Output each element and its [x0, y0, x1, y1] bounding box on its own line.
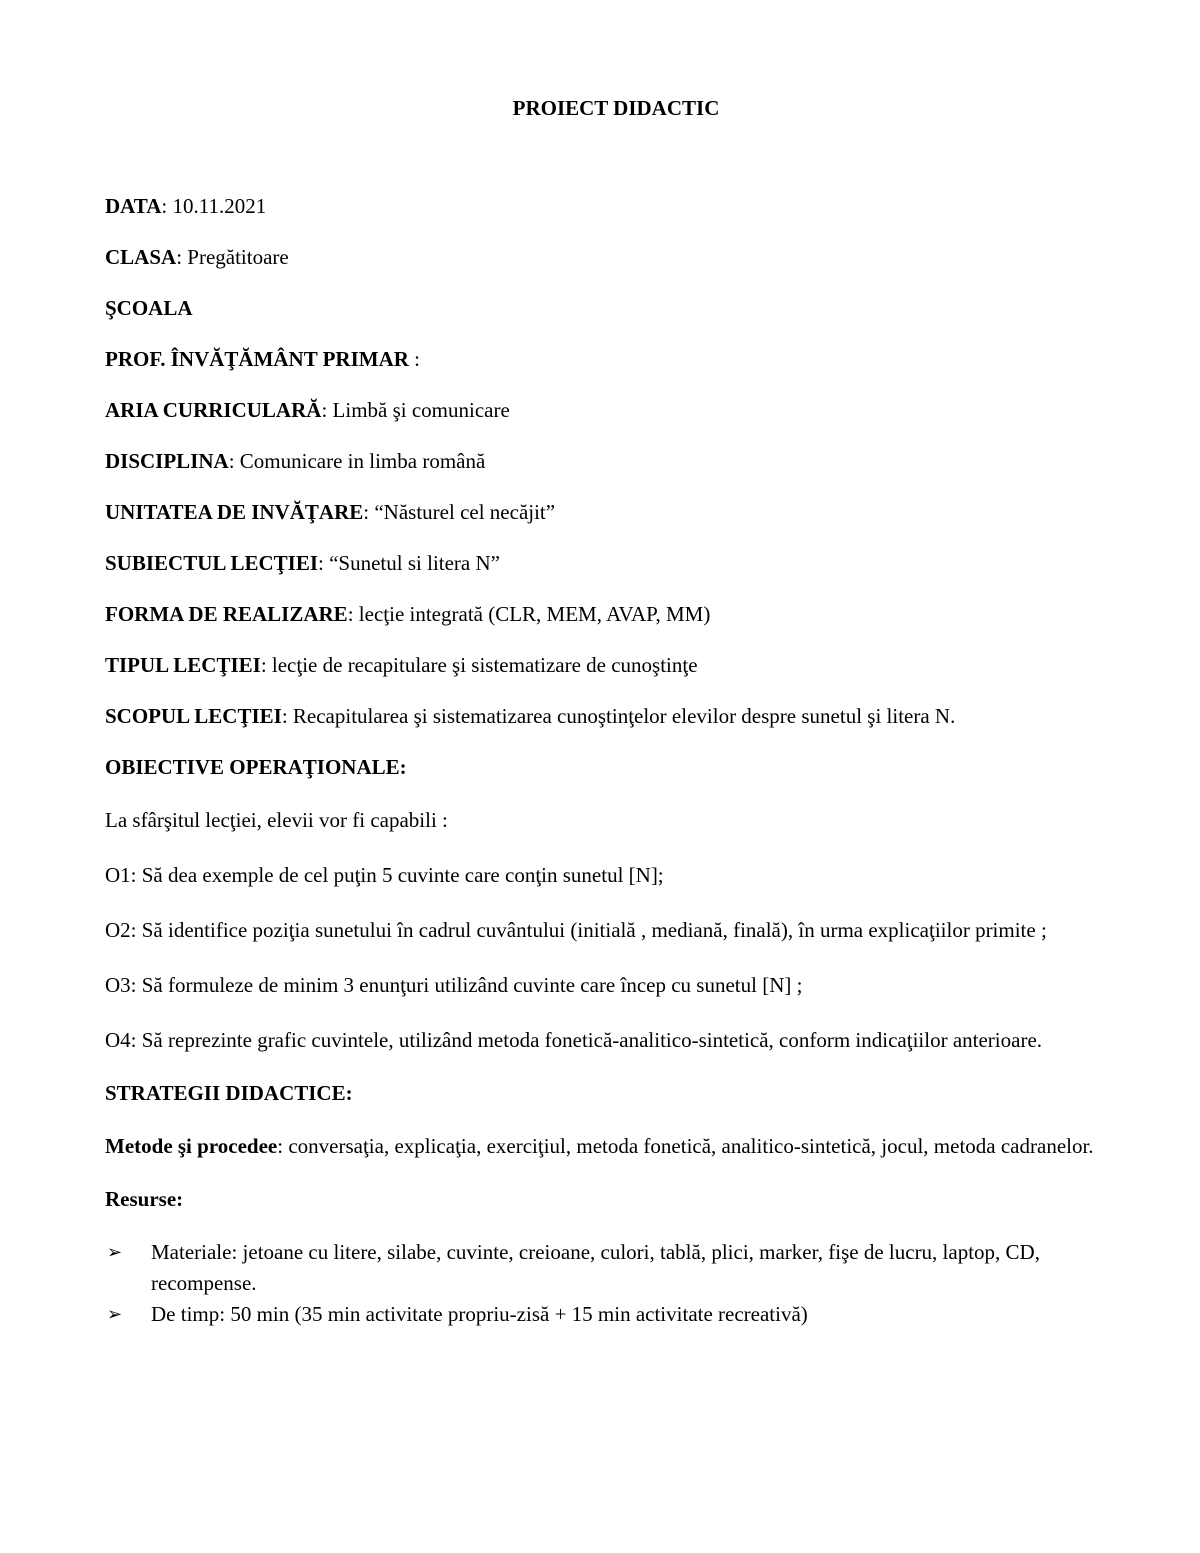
strategies-heading: STRATEGII DIDACTICE:: [105, 1081, 353, 1105]
resources-heading: Resurse:: [105, 1187, 184, 1211]
field-unitatea: [105, 499, 1105, 526]
field-prof: [105, 346, 1105, 373]
field-label: SCOPUL LECŢIEI: [105, 704, 282, 728]
field-separator: :: [347, 602, 359, 626]
methods-paragraph: [105, 1131, 1105, 1162]
arrow-bullet-icon: ➢: [107, 1304, 123, 1325]
field-value: Pregătitoare: [187, 245, 289, 269]
field-value: Recapitularea şi sistematizarea cunoştinţelor elevilor despre sunetul şi litera N.: [292, 704, 956, 728]
field-label: PROF. ÎNVĂŢĂMÂNT PRIMAR: [105, 347, 409, 371]
methods-value: conversaţia, explicaţia, exerciţiul, metoda fonetică, analitico-sintetică, jocul, metoda cadranelor.: [288, 1134, 1094, 1158]
field-tipul: [105, 652, 1105, 679]
objective-o1: O1: Să dea exemple de cel puţin 5 cuvinte care conţin sunetul [N];: [105, 863, 664, 887]
document-title: PROIECT DIDACTIC: [512, 96, 720, 120]
field-separator: :: [321, 398, 333, 422]
field-separator: :: [176, 245, 188, 269]
field-forma: [105, 601, 1105, 628]
field-scopul: [105, 703, 1105, 730]
field-value: 10.11.2021: [172, 194, 267, 218]
field-label: SUBIECTUL LECŢIEI: [105, 551, 319, 575]
field-data: [105, 193, 1105, 220]
objective-o3: O3: Să formuleze de minim 3 enunţuri utilizând cuvinte care încep cu sunetul [N] ;: [105, 973, 803, 997]
field-value: lecţie de recapitulare şi sistematizare de cunoştinţe: [271, 653, 698, 677]
objectives-heading: OBIECTIVE OPERAŢIONALE:: [105, 755, 407, 779]
field-separator: :: [363, 500, 375, 524]
field-label: FORMA DE REALIZARE: [105, 602, 348, 626]
objectives-intro: La sfârşitul lecţiei, elevii vor fi capabili :: [105, 808, 448, 832]
objective-o2: O2: Să identifice poziţia sunetului în cadrul cuvântului (initială , mediană, finală), în urma explicaţiilor primite ;: [105, 918, 1047, 942]
methods-label: Metode şi procedee: [105, 1134, 278, 1158]
resources-list: [105, 1237, 1105, 1330]
info-fields: [105, 193, 1105, 730]
list-item: [105, 1299, 1105, 1330]
field-clasa: [105, 244, 1105, 271]
field-label: DATA: [105, 194, 162, 218]
field-label: ARIA CURRICULARĂ: [105, 398, 322, 422]
field-separator: :: [281, 704, 293, 728]
field-label: UNITATEA DE INVĂŢARE: [105, 500, 364, 524]
field-scoala: [105, 295, 1105, 322]
field-label: CLASA: [105, 245, 177, 269]
field-separator: :: [161, 194, 173, 218]
field-separator: :: [318, 551, 330, 575]
resource-text: Materiale: jetoane cu litere, silabe, cuvinte, creioane, culori, tablă, plici, marker, fişe de lucru, laptop, CD, recompense.: [151, 1240, 1040, 1295]
field-separator: :: [260, 653, 272, 677]
field-separator: :: [228, 449, 240, 473]
resource-text: De timp: 50 min (35 min activitate propriu-zisă + 15 min activitate recreativă): [151, 1302, 808, 1326]
field-subiectul: [105, 550, 1105, 577]
methods-separator: :: [277, 1134, 289, 1158]
field-label: TIPUL LECŢIEI: [105, 653, 261, 677]
field-value: lecţie integrată (CLR, MEM, AVAP, MM): [358, 602, 711, 626]
field-disciplina: [105, 448, 1105, 475]
objective-o4: O4: Să reprezinte grafic cuvintele, utilizând metoda fonetică-analitico-sintetică, conform indicaţiilor anterioare.: [105, 1028, 1043, 1052]
field-value: Limbă şi comunicare: [332, 398, 510, 422]
field-separator: :: [408, 347, 421, 371]
field-value: Comunicare in limba română: [239, 449, 486, 473]
list-item: [105, 1237, 1105, 1299]
field-label: DISCIPLINA: [105, 449, 229, 473]
field-value: “Sunetul si litera N”: [329, 551, 500, 575]
arrow-bullet-icon: ➢: [107, 1242, 123, 1263]
field-label: ŞCOALA: [105, 296, 193, 320]
field-value: “Năsturel cel necăjit”: [374, 500, 556, 524]
document-page: [105, 96, 1105, 1330]
field-aria-curriculara: [105, 397, 1105, 424]
